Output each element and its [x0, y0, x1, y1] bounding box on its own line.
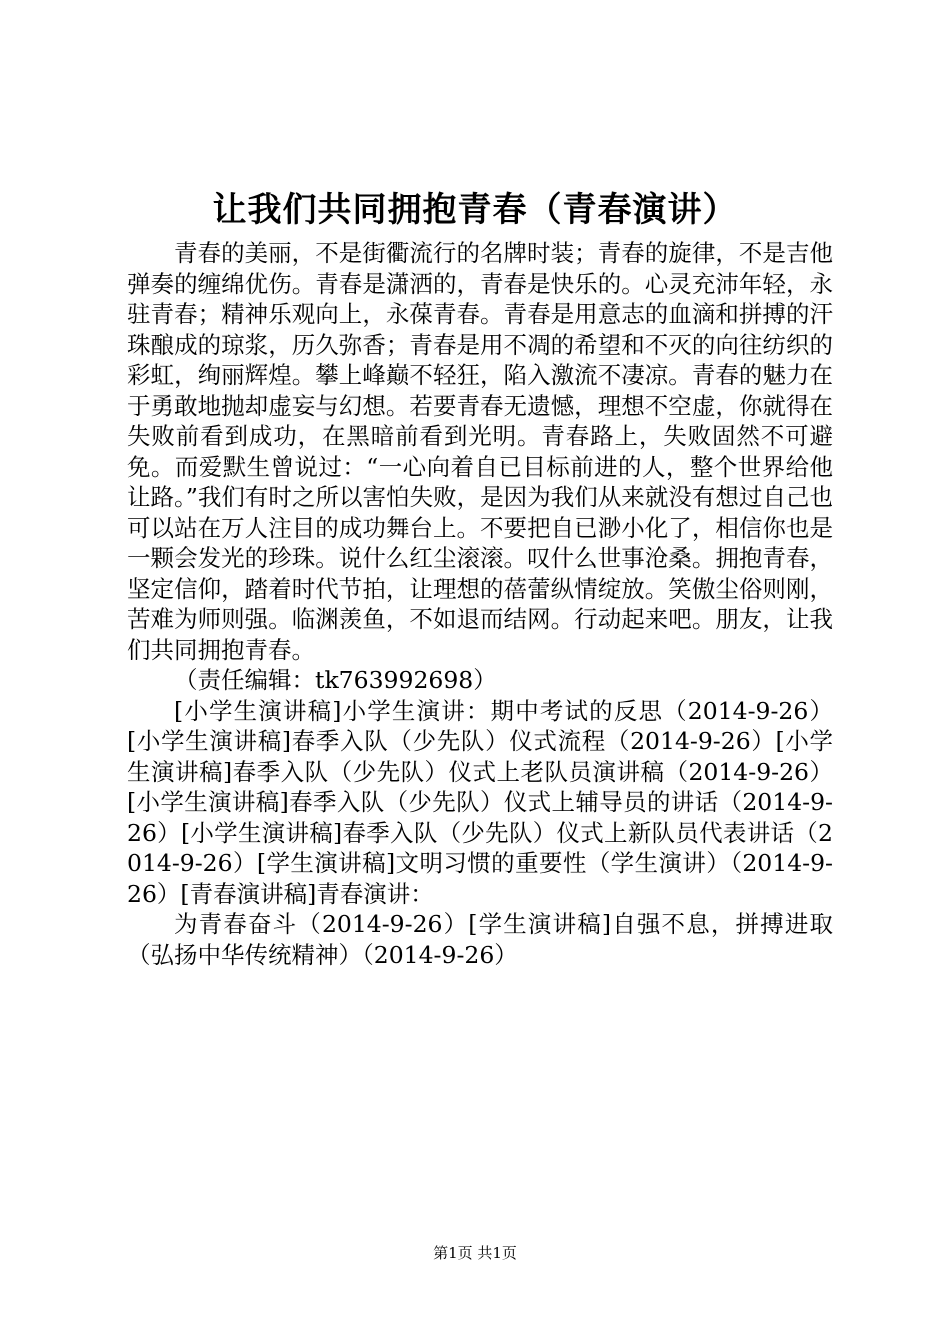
- editor-credit: （责任编辑：tk763992698）: [174, 666, 497, 694]
- related-articles-continued: 为青春奋斗（2014-9-26）[学生演讲稿]自强不息，拼搏进取（弘扬中华传统精神）（2014-9-26）: [127, 910, 833, 969]
- document-title: 让我们共同拥抱青春（青春演讲）: [212, 190, 738, 230]
- related-articles: [小学生演讲稿]小学生演讲：期中考试的反思（2014-9-26）[小学生演讲稿]春季入队（少先队）仪式流程（2014-9-26）[小学生演讲稿]春季入队（少先队）仪式上老队员演讲稿（2014-9-26）[小学生演讲稿]春季入队（少先队）仪式上辅导员的讲话（2014-9-26）[小学生演讲稿]春季入队（少先队）仪式上新队员代表讲话（2014-9-26）[学生演讲稿]文明习惯的重要性（学生演讲）（2014-9-26）[青春演讲稿]青春演讲：: [127, 696, 833, 908]
- body-paragraph: 青春的美丽，不是街衢流行的名牌时装；青春的旋律，不是吉他弹奏的缠绵优伤。青春是潇洒的，青春是快乐的。心灵充沛年轻，永驻青春；精神乐观向上，永葆青春。青春是用意志的血滴和拼搏的汗珠酿成的琼浆，历久弥香；青春是用不凋的希望和不灭的向往纺织的彩虹，绚丽辉煌。攀上峰巅不轻狂，陷入激流不凄凉。青春的魅力在于勇敢地抛却虚妄与幻想。若要青春无遗憾，理想不空虚，你就得在失败前看到成功，在黑暗前看到光明。青春路上，失败固然不可避免。而爱默生曾说过：“一心向着自已目标前进的人，整个世界给他让路。”我们有时之所以害怕失败，是因为我们从来就没有想过自己也可以站在万人注目的成功舞台上。不要把自已渺小化了，相信你也是一颗会发光的珍珠。说什么红尘滚滚。叹什么世事沧桑。拥抱青春，坚定信仰，踏着时代节拍，让理想的蓓蕾纵情绽放。笑傲尘俗则刚，苦难为师则强。临渊羡鱼，不如退而结网。行动起来吧。朋友，让我们共同拥抱青春。: [127, 239, 833, 664]
- document-body: [127, 238, 833, 970]
- page-number: 第1页 共1页: [433, 1244, 517, 1262]
